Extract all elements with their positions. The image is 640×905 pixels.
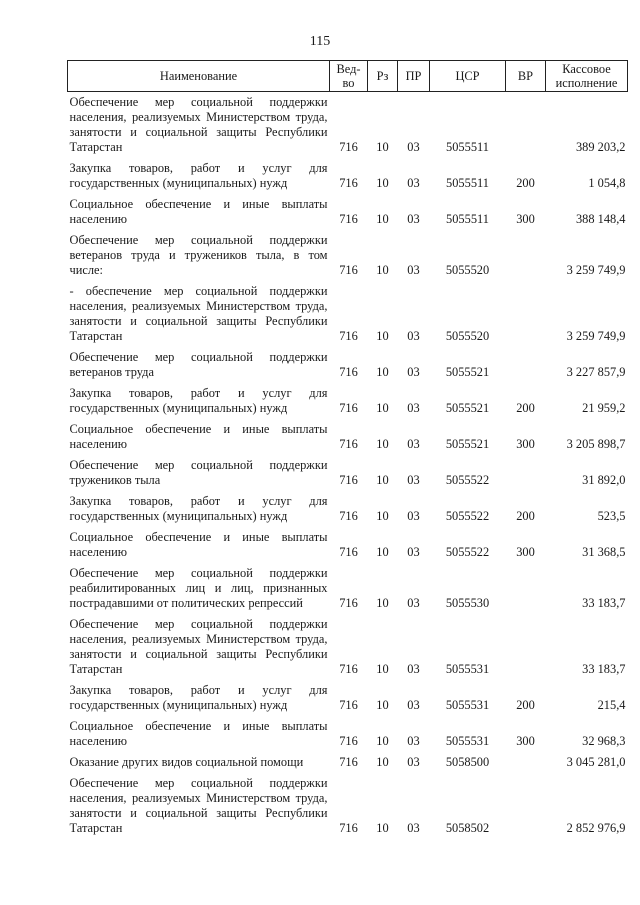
row-ved: 716: [339, 734, 358, 748]
row-csr: 5055511: [446, 212, 489, 226]
header-vr: ВР: [506, 61, 546, 92]
header-ved: [330, 61, 368, 92]
header-pr: ПР: [398, 61, 430, 92]
row-rz: 10: [376, 821, 389, 835]
row-csr: 5055530: [445, 596, 490, 610]
row-csr: 5058500: [445, 755, 490, 769]
row-rz: 10: [376, 662, 389, 676]
row-name: Закупка товаров, работ и услуг для государственных (муниципальных) нужд: [69, 161, 328, 190]
row-amount: 3 205 898,7: [566, 437, 626, 451]
row-ved: 716: [339, 596, 358, 610]
header-name: Наименование: [68, 61, 330, 92]
row-csr: 5055521: [445, 437, 490, 451]
row-pr: 03: [407, 437, 420, 451]
row-pr: 03: [407, 329, 420, 343]
header-amount-line1: Кассовое: [562, 62, 611, 76]
row-ved: 716: [339, 545, 358, 559]
row-name: Закупка товаров, работ и услуг для государственных (муниципальных) нужд: [69, 386, 328, 415]
row-name: Обеспечение мер социальной поддержки ветеранов труда и тружеников тыла, в том числе:: [69, 233, 328, 277]
table-row: [68, 527, 628, 563]
row-amount: 2 852 976,9: [566, 821, 626, 835]
row-ved: 716: [339, 140, 358, 154]
row-pr: 03: [407, 176, 420, 190]
table-row: [68, 491, 628, 527]
row-rz: 10: [376, 437, 389, 451]
row-amount: 215,4: [597, 698, 626, 712]
row-amount: 388 148,4: [575, 212, 626, 226]
table-row: [68, 281, 628, 347]
row-ved: 716: [339, 329, 358, 343]
row-ved: 716: [339, 509, 358, 523]
row-amount: 523,5: [597, 509, 626, 523]
row-pr: 03: [407, 140, 420, 154]
row-pr: 03: [407, 212, 420, 226]
row-rz: 10: [376, 212, 389, 226]
row-rz: 10: [376, 596, 389, 610]
header-amount: [546, 61, 628, 92]
header-ved-line2: во: [342, 76, 355, 90]
row-vr: [506, 92, 546, 159]
row-pr: 03: [407, 263, 420, 277]
row-rz: 10: [376, 473, 389, 487]
row-pr: 03: [407, 365, 420, 379]
row-rz: 10: [376, 401, 389, 415]
table-row: [68, 419, 628, 455]
header-amount-line2: исполнение: [555, 76, 618, 90]
row-vr: [506, 614, 546, 680]
row-amount: 32 968,3: [582, 734, 626, 748]
header-ved-line1: Вед-: [336, 62, 361, 76]
row-name: Обеспечение мер социальной поддержки тружеников тыла: [69, 458, 328, 487]
row-vr: 200: [516, 509, 535, 523]
row-name: Социальное обеспечение и иные выплаты населению: [69, 530, 328, 559]
row-amount: 3 259 749,9: [566, 329, 626, 343]
table-row: [68, 158, 628, 194]
row-name: Обеспечение мер социальной поддержки населения, реализуемых Министерством труда, занятости и социальной защиты Республики Татарстан: [69, 617, 328, 676]
row-name: Социальное обеспечение и иные выплаты населению: [69, 197, 328, 226]
row-ved: 716: [339, 473, 358, 487]
row-vr: 300: [516, 437, 535, 451]
row-pr: 03: [407, 662, 420, 676]
row-ved: 716: [339, 365, 358, 379]
row-vr: 300: [516, 212, 535, 226]
row-pr: 03: [407, 509, 420, 523]
row-name: Социальное обеспечение и иные выплаты населению: [69, 422, 328, 451]
table-row: [68, 230, 628, 281]
row-vr: 200: [516, 401, 535, 415]
row-name: Обеспечение мер социальной поддержки ветеранов труда: [69, 350, 328, 379]
row-vr: [506, 752, 546, 773]
table-row: [68, 680, 628, 716]
row-rz: 10: [376, 545, 389, 559]
row-pr: 03: [407, 698, 420, 712]
row-amount: 21 959,2: [582, 401, 626, 415]
header-csr: ЦСР: [430, 61, 506, 92]
row-vr: [506, 455, 546, 491]
row-csr: 5055531: [445, 698, 490, 712]
row-ved: 716: [339, 755, 358, 769]
row-rz: 10: [376, 698, 389, 712]
row-rz: 10: [376, 263, 389, 277]
row-ved: 716: [339, 437, 358, 451]
row-amount: 3 259 749,9: [566, 263, 626, 277]
row-name: Оказание других видов социальной помощи: [69, 755, 304, 769]
row-vr: [506, 773, 546, 839]
row-pr: 03: [407, 596, 420, 610]
row-pr: 03: [407, 401, 420, 415]
row-rz: 10: [376, 734, 389, 748]
table-row: [68, 716, 628, 752]
row-ved: 716: [339, 698, 358, 712]
row-csr: 5055520: [445, 263, 490, 277]
row-pr: 03: [407, 545, 420, 559]
table-row: [68, 347, 628, 383]
row-vr: [506, 281, 546, 347]
row-name: - обеспечение мер социальной поддержки населения, реализуемых Министерством труда, занятости и социальной защиты Республики Татарстан: [69, 284, 328, 343]
budget-table: [67, 60, 628, 839]
row-ved: 716: [339, 176, 358, 190]
header-rz: Рз: [368, 61, 398, 92]
row-ved: 716: [339, 401, 358, 415]
row-amount: 1 054,8: [588, 176, 626, 190]
row-amount: 33 183,7: [582, 596, 626, 610]
row-vr: [506, 230, 546, 281]
row-vr: 300: [516, 545, 535, 559]
table-row: [68, 194, 628, 230]
row-pr: 03: [407, 755, 420, 769]
row-name: Обеспечение мер социальной поддержки населения, реализуемых Министерством труда, занятости и социальной защиты Республики Татарстан: [69, 776, 328, 835]
row-vr: 300: [516, 734, 535, 748]
table-row: [68, 563, 628, 614]
row-ved: 716: [339, 662, 358, 676]
row-pr: 03: [407, 821, 420, 835]
row-name: Обеспечение мер социальной поддержки реабилитированных лиц и лиц, признанных пострадавшими от политических репрессий: [69, 566, 328, 610]
row-rz: 10: [376, 140, 389, 154]
row-csr: 5058502: [445, 821, 490, 835]
row-amount: 31 368,5: [582, 545, 626, 559]
row-ved: 716: [339, 821, 358, 835]
row-csr: 5055522: [445, 473, 490, 487]
row-csr: 5055522: [445, 509, 490, 523]
row-csr: 5055531: [445, 734, 490, 748]
row-name: Закупка товаров, работ и услуг для государственных (муниципальных) нужд: [69, 683, 328, 712]
row-vr: 200: [516, 698, 535, 712]
row-amount: 3 045 281,0: [566, 755, 626, 769]
table-row: [68, 614, 628, 680]
table-row: [68, 752, 628, 773]
row-csr: 5055511: [446, 140, 489, 154]
row-rz: 10: [376, 329, 389, 343]
page-number: 115: [309, 34, 331, 49]
row-ved: 716: [339, 263, 358, 277]
table-row: [68, 92, 628, 159]
row-name: Обеспечение мер социальной поддержки населения, реализуемых Министерством труда, занятости и социальной защиты Республики Татарстан: [69, 95, 328, 154]
row-amount: 389 203,2: [575, 140, 626, 154]
row-csr: 5055522: [445, 545, 490, 559]
row-amount: 3 227 857,9: [566, 365, 626, 379]
row-amount: 31 892,0: [582, 473, 626, 487]
table-row: [68, 773, 628, 839]
row-rz: 10: [376, 365, 389, 379]
row-rz: 10: [376, 176, 389, 190]
row-name: Социальное обеспечение и иные выплаты населению: [69, 719, 328, 748]
table-header-row: [68, 61, 628, 92]
row-ved: 716: [339, 212, 358, 226]
row-rz: 10: [376, 755, 389, 769]
table-row: [68, 383, 628, 419]
table-row: [68, 455, 628, 491]
row-name: Закупка товаров, работ и услуг для государственных (муниципальных) нужд: [69, 494, 328, 523]
row-pr: 03: [407, 734, 420, 748]
row-csr: 5055531: [445, 662, 490, 676]
row-pr: 03: [407, 473, 420, 487]
row-csr: 5055520: [445, 329, 490, 343]
row-csr: 5055521: [445, 365, 490, 379]
row-csr: 5055511: [446, 176, 489, 190]
row-vr: 200: [516, 176, 535, 190]
row-csr: 5055521: [445, 401, 490, 415]
row-vr: [506, 563, 546, 614]
row-rz: 10: [376, 509, 389, 523]
row-amount: 33 183,7: [582, 662, 626, 676]
row-vr: [506, 347, 546, 383]
